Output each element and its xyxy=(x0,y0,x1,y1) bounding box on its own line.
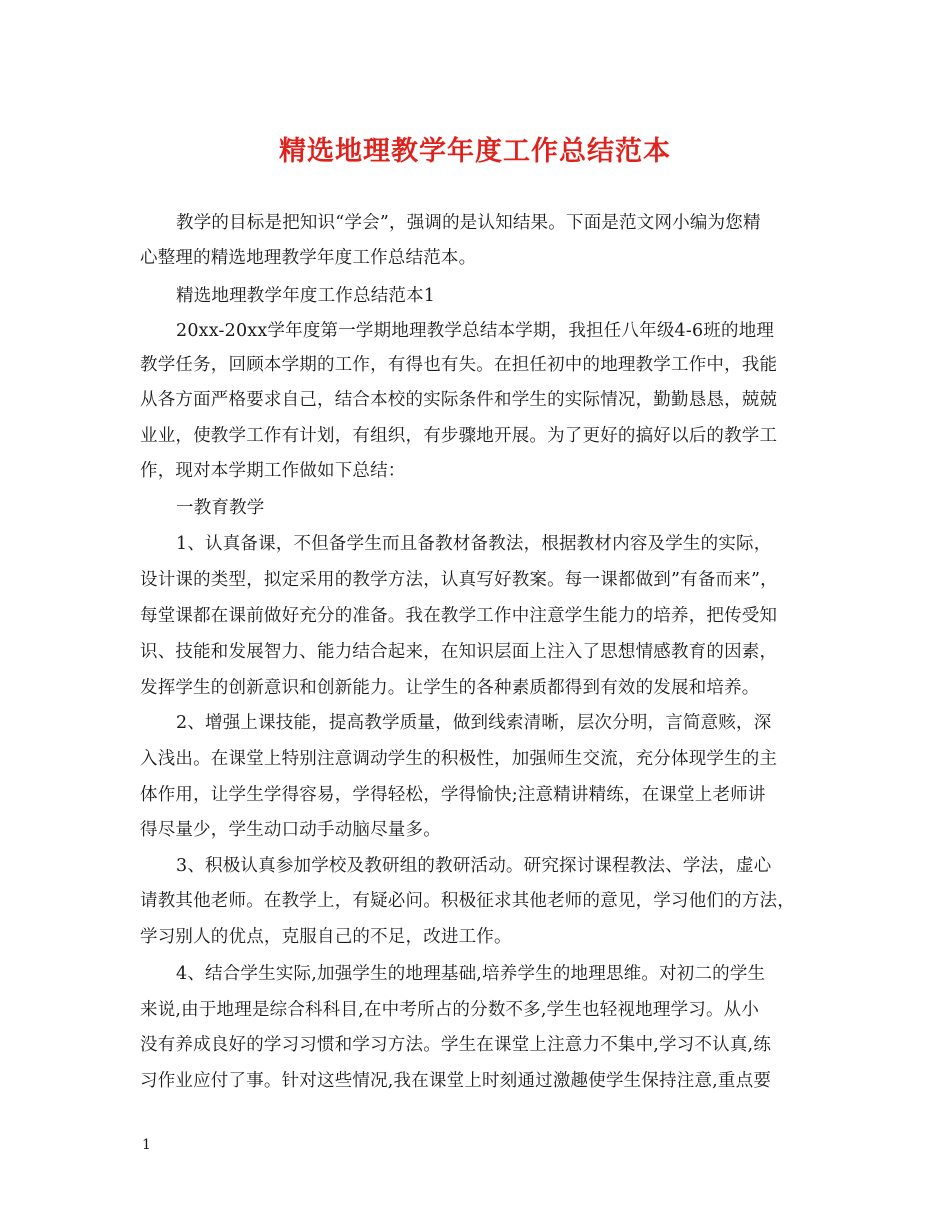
text-line: 4、结合学生实际,加强学生的地理基础,培养学生的地理思维。对初二的学生 xyxy=(176,964,766,984)
text-line: 每堂课都在课前做好充分的准备。我在教学工作中注意学生能力的培养，把传受知 xyxy=(140,606,778,626)
text-line: 20xx-20xx学年度第一学期地理教学总结本学期，我担任八年级4-6班的地理 xyxy=(176,321,775,341)
text-line: 业业，使教学工作有计划，有组织，有步骤地开展。为了更好的搞好以后的教学工 xyxy=(140,426,778,446)
text-line: 得尽量少，学生动口动手动脑尽量多。 xyxy=(140,820,441,840)
text-line: 体作用，让学生学得容易，学得轻松，学得愉快;注意精讲精练，在课堂上老师讲 xyxy=(140,785,766,805)
text-line: 没有养成良好的学习习惯和学习方法。学生在课堂上注意力不集中,学习不认真,练 xyxy=(140,1035,772,1055)
text-line: 识、技能和发展智力、能力结合起来，在知识层面上注入了思想情感教育的因素， xyxy=(140,642,778,662)
page-number: 1 xyxy=(142,1137,151,1153)
text-line: 作，现对本学期工作做如下总结： xyxy=(140,461,406,481)
text-line: 教学任务，回顾本学期的工作，有得也有失。在担任初中的地理教学工作中，我能 xyxy=(140,355,778,375)
text-line: 设计课的类型，拟定采用的教学方法，认真写好教案。每一课都做到”有备而来”， xyxy=(140,570,778,590)
text-line: 发挥学生的创新意识和创新能力。让学生的各种素质都得到有效的发展和培养。 xyxy=(140,678,760,698)
text-line: 从各方面严格要求自己，结合本校的实际条件和学生的实际情况，勤勤恳恳，兢兢 xyxy=(140,390,778,410)
text-line: 学习别人的优点，克服自己的不足，改进工作。 xyxy=(140,927,512,947)
text-line: 习作业应付了事。针对这些情况,我在课堂上时刻通过激趣使学生保持注意,重点要 xyxy=(140,1071,772,1091)
text-line: 来说,由于地理是综合科科目,在中考所占的分数不多,学生也轻视地理学习。从小 xyxy=(140,1000,760,1020)
text-line: 2、增强上课技能，提高教学质量，做到线索清晰，层次分明，言简意赅，深 xyxy=(176,713,772,733)
text-line: 一教育教学 xyxy=(176,498,265,518)
document-title: 精选地理教学年度工作总结范本 xyxy=(279,136,671,167)
text-line: 心整理的精选地理教学年度工作总结范本。 xyxy=(140,248,477,268)
text-line: 教学的目标是把知识“学会”，强调的是认知结果。下面是范文网小编为您精 xyxy=(176,213,761,233)
text-line: 入浅出。在课堂上特别注意调动学生的积极性，加强师生交流，充分体现学生的主 xyxy=(140,749,778,769)
text-line: 精选地理教学年度工作总结范本1 xyxy=(176,286,436,306)
text-line: 请教其他老师。在教学上，有疑必问。积极征求其他老师的意见，学习他们的方法， xyxy=(140,891,795,911)
text-line: 3、积极认真参加学校及教研组的教研活动。研究探讨课程教法、学法，虚心 xyxy=(176,856,772,876)
text-line: 1、认真备课，不但备学生而且备教材备教法，根据教材内容及学生的实际， xyxy=(176,534,772,554)
